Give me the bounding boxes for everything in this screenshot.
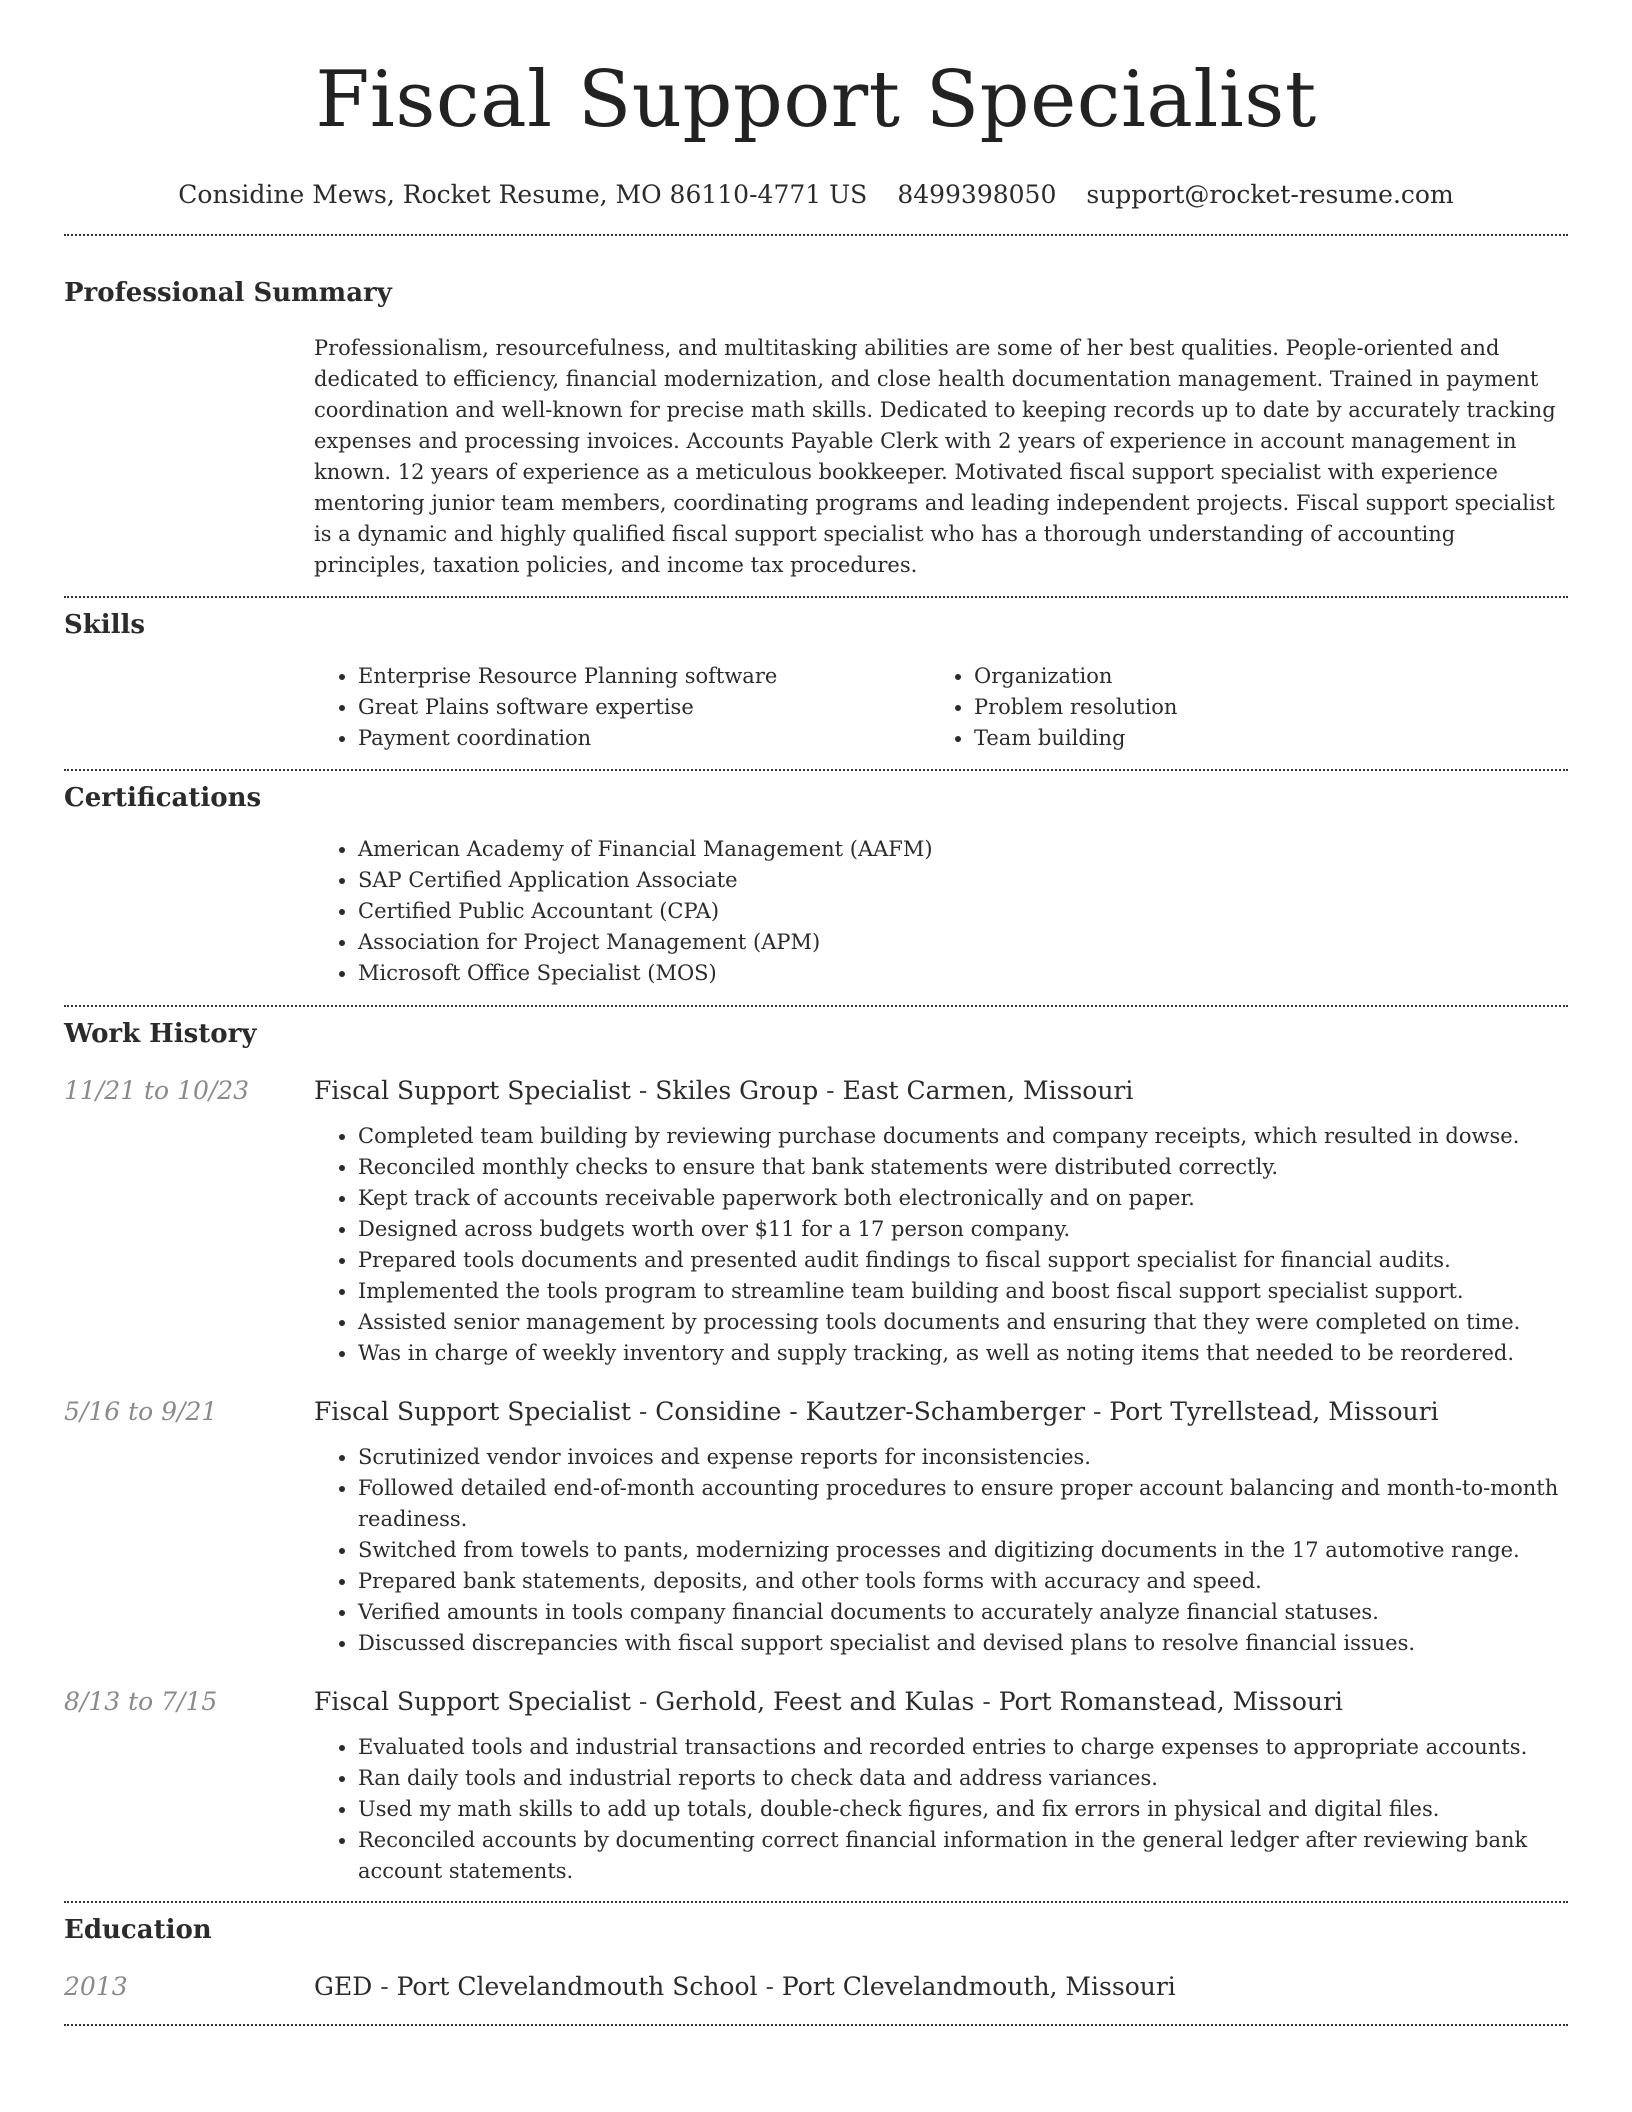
job-role: Fiscal Support Specialist (314, 1397, 631, 1426)
list-item: • Microsoft Office Specialist (MOS) (358, 958, 1568, 989)
list-item: • Payment coordination (358, 723, 930, 754)
skills-heading: Skills (64, 610, 146, 640)
summary-heading: Professional Summary (64, 278, 392, 308)
job-entry (64, 1074, 1568, 1369)
list-item: • Reconciled accounts by documenting correct financial information in the general ledger after reviewing bank account statements. (358, 1825, 1568, 1887)
candidate-name: Fiscal Support Specialist (315, 55, 1317, 145)
title-separator: - (372, 1972, 397, 2001)
education-heading: Education (64, 1915, 212, 1945)
contact-email: support@rocket-resume.com (1086, 180, 1454, 209)
job-title (314, 1395, 1439, 1429)
title-separator: - (757, 1972, 782, 2001)
list-item: • Reconciled monthly checks to ensure that bank statements were distributed correctly. (358, 1152, 1568, 1183)
job-title (314, 1074, 1133, 1108)
summary-text: Professionalism, resourcefulness, and multitasking abilities are some of her best qualities. People-oriented and dedicated to efficiency, financial modernization, and close health documentation management. Trained in payment coordination and well-known for precise math skills. Dedicated to keeping records up to date by accurately tracking expenses and processing invoices. Accounts Payable Clerk with 2 years of experience in account management in known. 12 years of experience as a meticulous bookkeeper. Motivated fiscal support specialist with experience mentoring junior team members, coordinating programs and leading independent projects. Fiscal support specialist is a dynamic and highly qualified fiscal support specialist who has a thorough understanding of accounting principles, taxation policies, and income tax procedures. (314, 336, 1556, 577)
list-item: • Verified amounts in tools company financial documents to accurately analyze financial statuses. (358, 1597, 1568, 1628)
title-separator: - (974, 1687, 999, 1716)
education-title (314, 1970, 1176, 2004)
list-item: • Evaluated tools and industrial transactions and recorded entries to charge expenses to appropriate accounts. (358, 1732, 1568, 1763)
job-location: Port Tyrellstead, Missouri (1109, 1397, 1439, 1426)
job-location: East Carmen, Missouri (842, 1076, 1134, 1105)
section-divider (64, 596, 1568, 598)
section-divider (64, 1005, 1568, 1007)
list-item: • Designed across budgets worth over $11 for a 17 person company. (358, 1214, 1568, 1245)
list-item: • Association for Project Management (APM) (358, 927, 1568, 958)
list-item: • American Academy of Financial Management (AAFM) (358, 834, 1568, 865)
title-separator: - (630, 1687, 656, 1716)
education-year: 2013 (64, 1972, 128, 2001)
work-history-section (64, 1017, 1568, 1887)
skills-list (314, 661, 1568, 754)
job-dates: 11/21 to 10/23 (64, 1076, 250, 1105)
title-separator: - (630, 1397, 656, 1426)
education-section (64, 1913, 1568, 2004)
job-location: Port Romanstead, Missouri (998, 1687, 1343, 1716)
contact-address: Considine Mews, Rocket Resume, MO 86110-4771 US (178, 180, 868, 209)
list-item: • Was in charge of weekly inventory and supply tracking, as well as noting items that needed to be reordered. (358, 1338, 1568, 1369)
section-divider (64, 769, 1568, 771)
section-divider (64, 2024, 1568, 2026)
job-company: Skiles Group (655, 1076, 819, 1105)
skills-column-right (930, 661, 1546, 754)
list-item: • Certified Public Accountant (CPA) (358, 896, 1568, 927)
certifications-list (314, 834, 1568, 989)
list-item: • Completed team building by reviewing purchase documents and company receipts, which resulted in dowse. (358, 1121, 1568, 1152)
job-company: Considine - Kautzer-Schamberger (655, 1397, 1086, 1426)
skills-column-left (314, 661, 930, 754)
job-entry (64, 1685, 1568, 1887)
education-location: Port Clevelandmouth, Missouri (781, 1972, 1176, 2001)
certifications-section (64, 781, 1568, 989)
list-item: • Great Plains software expertise (358, 692, 930, 723)
title-separator: - (818, 1076, 843, 1105)
job-dates: 5/16 to 9/21 (64, 1397, 218, 1426)
summary-section (64, 276, 1568, 581)
title-separator: - (1085, 1397, 1110, 1426)
education-entry (64, 1970, 1568, 2004)
job-title (314, 1685, 1343, 1719)
list-item: • Assisted senior management by processing tools documents and ensuring that they were completed on time. (358, 1307, 1568, 1338)
job-company: Gerhold, Feest and Kulas (655, 1687, 975, 1716)
education-school: Port Clevelandmouth School (396, 1972, 758, 2001)
certifications-heading: Certifications (64, 783, 262, 813)
job-bullets (314, 1442, 1568, 1659)
list-item: • Kept track of accounts receivable paperwork both electronically and on paper. (358, 1183, 1568, 1214)
list-item: • Problem resolution (974, 692, 1546, 723)
title-separator: - (630, 1076, 656, 1105)
job-bullets (314, 1732, 1568, 1887)
list-item: • Prepared bank statements, deposits, and other tools forms with accuracy and speed. (358, 1566, 1568, 1597)
job-bullets (314, 1121, 1568, 1369)
list-item: • Prepared tools documents and presented audit findings to fiscal support specialist for financial audits. (358, 1245, 1568, 1276)
section-divider (64, 234, 1568, 236)
section-divider (64, 1901, 1568, 1903)
list-item: • Team building (974, 723, 1546, 754)
contact-phone: 8499398050 (897, 180, 1057, 209)
skills-section (64, 608, 1568, 754)
list-item: • SAP Certified Application Associate (358, 865, 1568, 896)
list-item: • Enterprise Resource Planning software (358, 661, 930, 692)
list-item: • Scrutinized vendor invoices and expense reports for inconsistencies. (358, 1442, 1568, 1473)
resume-page (64, 0, 1568, 2026)
list-item: • Switched from towels to pants, modernizing processes and digitizing documents in the 17 automotive range. (358, 1535, 1568, 1566)
list-item: • Followed detailed end-of-month accounting procedures to ensure proper account balancing and month-to-month readiness. (358, 1473, 1568, 1535)
education-degree: GED (314, 1972, 373, 2001)
list-item: • Ran daily tools and industrial reports to check data and address variances. (358, 1763, 1568, 1794)
list-item: • Used my math skills to add up totals, double-check figures, and fix errors in physical and digital files. (358, 1794, 1568, 1825)
job-role: Fiscal Support Specialist (314, 1687, 631, 1716)
job-role: Fiscal Support Specialist (314, 1076, 631, 1105)
list-item: • Implemented the tools program to streamline team building and boost fiscal support specialist support. (358, 1276, 1568, 1307)
job-entry (64, 1395, 1568, 1659)
contact-line (64, 178, 1568, 212)
list-item: • Discussed discrepancies with fiscal support specialist and devised plans to resolve financial issues. (358, 1628, 1568, 1659)
work-history-heading: Work History (64, 1019, 257, 1049)
job-dates: 8/13 to 7/15 (64, 1687, 218, 1716)
list-item: • Organization (974, 661, 1546, 692)
